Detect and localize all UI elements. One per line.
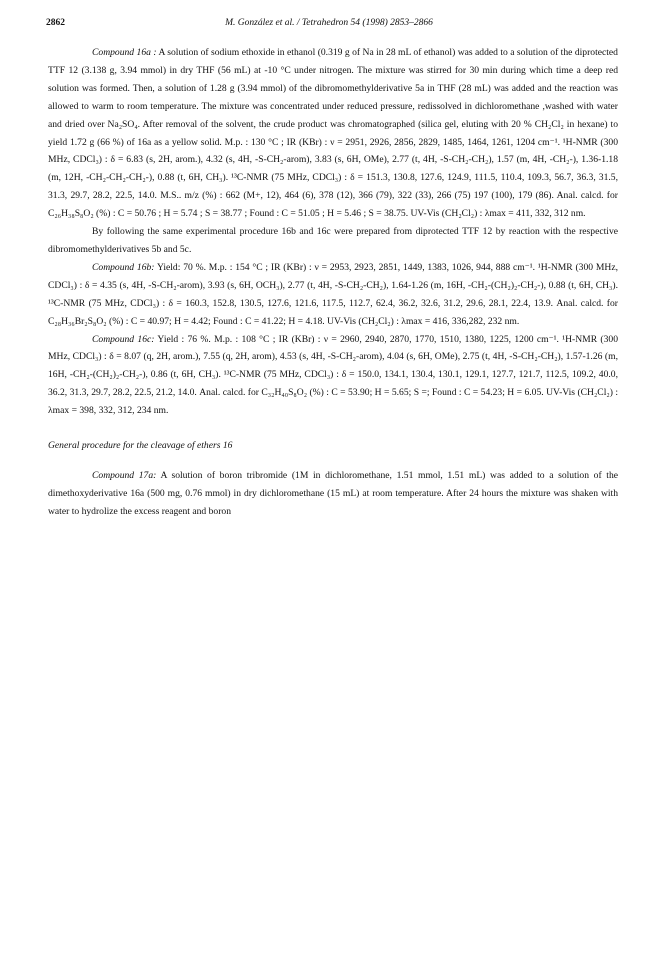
paragraph-text: A solution of boron tribromide (1M in dichloromethane, 1.51 mmol, 1.51 mL) was added to a solution of the dimethoxyderivative 16a (500 mg, 0.76 mmol) in dry dichloromethane (15 mL) at room temperature. After 24 hours the mixture was shaken with water to hydrolize the excess reagent and boron — [48, 469, 619, 517]
compound-heading: Compound 16a : — [92, 47, 157, 58]
paragraph-procedure-note — [48, 223, 618, 259]
section-heading: General procedure for the cleavage of ethers 16 — [48, 440, 233, 452]
compound-heading: Compound 17a: — [92, 469, 157, 481]
running-title: M. González et al. / Tetrahedron 54 (1998) 2853–2866 — [225, 18, 433, 28]
compound-heading: Compound 16b: — [92, 261, 155, 273]
paragraph-compound-16b — [48, 259, 618, 331]
paragraph-text: Yield: 70 %. M.p. : 154 °C ; IR (KBr) : ν = 2953, 2923, 2851, 1449, 1383, 1026, 944, 888 cm⁻¹. ¹H-NMR (300 MHz, CDCl₃) : δ = 4.35 (s, 4H, -S-CH₂-arom), 3.93 (s, 6H, OCH₃), 2.77 (t, 4H, -S-CH₂-CH₂), 1.64-1.26 (m, 16H, -CH₂-(CH₂)₂-CH₂-), 0.88 (t, 6H, CH₃). ¹³C-NMR (75 MHz, CDCl₃) : δ = 160.3, 152.8, 130.5, 127.6, 121.6, 117.5, 112.7, 62.4, 36.2, 32.6, 31.2, 29.6, 28.1, 22.4, 13.9. Anal. calcd. for C₂₈H₃₆Br₂S₈O₂ (%) : C = 40.97; H = 4.42; Found : C = 41.22; H = 4.18. UV-Vis (CH₂Cl₂) : λmax = 416, 336,282, 232 nm. — [48, 261, 618, 327]
paragraph-compound-16a — [48, 44, 618, 223]
page-number: 2862 — [46, 18, 65, 28]
paragraph-compound-16c — [48, 331, 618, 421]
paragraph-text: By following the same experimental procedure 16b and 16c were prepared from diprotected TTF 12 by reaction with the respective dibromomethylderivatives 5b and 5c. — [48, 226, 618, 255]
article-body — [48, 44, 618, 521]
compound-heading: Compound 16c: — [92, 333, 155, 345]
paragraph-text: Yield : 76 %. M.p. : 108 °C ; IR (KBr) : ν = 2960, 2940, 2870, 1770, 1510, 1380, 1225, 1200 cm⁻¹. ¹H-NMR (300 MHz, CDCl₃) : δ = 8.07 (q, 2H, arom.), 7.55 (q, 2H, arom), 4.53 (s, 4H, -S-CH₂-arom), 4.04 (s, 6H, OMe), 2.75 (t, 4H, -S-CH₂-CH₂), 1.57-1.26 (m, 16H, -CH₂-(CH₂)₂-CH₂-), 0.86 (t, 6H, CH₃). ¹³C-NMR (75 MHz, CDCl₃) : δ = 150.0, 134.1, 130.4, 130.1, 129.1, 127.7, 121.7, 112.5, 109.2, 40.0, 36.2, 31.3, 29.7, 28.2, 22.5, 21.2, 14.0. Anal. calcd. for C₃₂H₄₀S₈O₂ (%) : C = 53.90; H = 5.65; S =; Found : C = 54.23; H = 6.05. UV-Vis (CH₂Cl₂) : λmax = 398, 332, 312, 234 nm. — [48, 333, 618, 417]
paragraph-text: A solution of sodium ethoxide in ethanol (0.319 g of Na in 28 mL of ethanol) was added to a solution of the diprotected TTF 12 (3.138 g, 3.94 mmol) in dry THF (56 mL) at -10 °C under nitrogen. The mixture was stirred for 30 min during which time a deep red solution was formed. Then, a solution of 1.28 g (3.94 mmol) of the dibromomethylderivative 5a in THF (28 mL) was added and the reaction was allowed to warm to room temperature. The mixture was concentrated under reduced pressure, redissolved in dichloromethane ,washed with water and dried over Na₂SO₄. After removal of the solvent, the crude product was chromatographed (silica gel, eluting with 20 % CH₂Cl₂ in hexane) to yield 1.72 g (66 %) of 16a as a yellow solid. M.p. : 130 °C ; IR (KBr) : ν = 2951, 2926, 2856, 2829, 1485, 1464, 1261, 1204 cm⁻¹. ¹H-NMR (300 MHz, CDCl₃) : δ = 6.83 (s, 2H, arom.), 4.32 (s, 4H, -S-CH₂-arom), 3.83 (s, 6H, OMe), 2.77 (t, 4H, -S-CH₂-CH₂), 1.57 (m, 4H, -CH₂-), 1.36-1.18 (m, 12H, -CH₂-CH₂-CH₂-), 0.88 (t, 6H, CH₃). ¹³C-NMR (75 MHz, CDCl₃) : δ = 151.3, 130.8, 127.6, 124.9, 111.5, 110.4, 109.3, 56.7, 36.3, 31.5, 31.3, 29.7, 28.2, 22.5, 14.0. M.S.. m/z (%) : 662 (M+, 12), 464 (6), 378 (12), 366 (79), 322 (33), 266 (75) 197 (100), 179 (86). Anal. calcd. for C₂₆H₃₈S₈O₂ (%) : C = 50.76 ; H = 5.74 ; S = 38.77 ; Found : C = 51.05 ; H = 5.46 ; S = 38.75. UV-Vis (CH₂Cl₂) : λmax = 411, 332, 312 nm. — [48, 47, 618, 220]
running-header — [46, 18, 612, 32]
paragraph-compound-17a — [48, 467, 618, 521]
